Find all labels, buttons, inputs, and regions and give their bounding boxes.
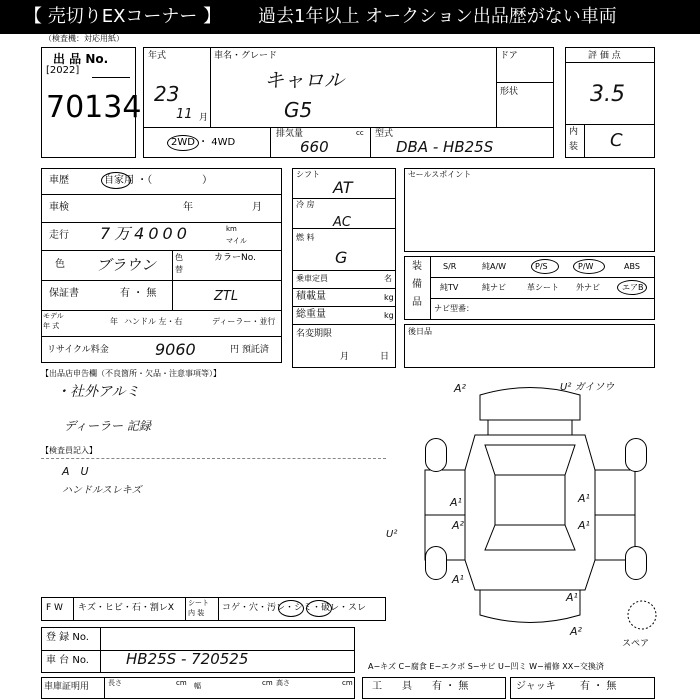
equip-airbag: エアB [622,283,644,292]
sales-points-box [404,168,655,252]
equip-aw: 純A/W [482,262,507,271]
mark-right-door-front: A¹ [578,492,590,505]
equip-ext-navi: 外ナビ [576,283,600,292]
year-value: 23 [154,82,180,106]
mileage-label: 走行 [49,230,69,241]
dealer-label: ディーラー・並行 [212,317,276,326]
navi-model-label: ナビ型番： [434,304,474,313]
equip-leather: 革シート [527,283,559,292]
length-label: 長さ [108,679,122,687]
post-date-box [404,324,655,368]
seat-label-2: 内 装 [188,609,205,617]
equip-tv: 純TV [440,283,459,292]
header-title-right: 過去1年以上 オークション出品歴がない車両 [258,6,617,27]
history-box [41,168,282,363]
interior-value: C [610,130,623,151]
mark-left-side: U² [386,529,398,540]
displacement-unit: cc [356,129,364,137]
car-diagram [380,375,670,640]
drive-options: 2WD ・ 4WD [171,137,236,148]
color-no-value: ZTL [214,289,239,304]
model-value: DBA - HB25S [396,138,494,156]
name-label: 車名・グレード [214,51,278,61]
mark-front-left: A² [454,382,466,395]
recycle-label: リサイクル料金 [47,345,109,355]
wheel-front-left [425,438,447,472]
wheel-front-right [625,438,647,472]
chassis-label: 車 台 No. [46,655,89,666]
warranty-options: 有 ・ 無 [120,288,157,299]
inspector-line2: ハンドルスレキズ [62,485,142,496]
length-unit: cm [176,679,187,687]
equip-ps: P/S [535,262,548,271]
month-unit: 月 [199,113,209,123]
equipment-label-2: 備 [412,279,422,290]
warranty-label: 保証書 [49,288,79,299]
equip-sr: S/R [443,262,457,271]
jack-label: ジャッキ [516,681,556,692]
damage-legend: A−キズ C−腐食 E−エクボ S−サビ U−凹ミ W−補修 XX−交換済 [368,662,604,671]
mile-unit: マイル [226,237,247,245]
equip-navi: 純ナビ [482,283,506,292]
mark-rear-right: A¹ [566,591,578,604]
jack-options: 有 ・ 無 [580,681,617,692]
fuel-label: 燃 料 [296,233,315,242]
year-label: 年式 [148,51,167,61]
gross-unit: kg [384,311,394,320]
shaken-month-unit: 月 [252,202,262,213]
eval-label: 評 価 点 [588,51,621,61]
chassis-value: HB25S - 720525 [126,650,249,668]
lot-label: 出 品 No. [53,52,109,66]
inspector-label: 【検査員記入】 [41,446,97,455]
name-change-month: 月 [340,352,350,362]
garage-cert-label: 車庫証明用 [44,682,90,692]
month-value: 11 [176,107,193,122]
wheel-rear-left [425,546,447,580]
door-label: ドア [500,51,518,61]
reg-label: 登 録 No. [46,632,89,643]
km-unit: km [226,225,237,233]
recycle-value: 9060 [155,340,196,359]
header-title-left: 【 売切りEXコーナー 】 [24,6,222,27]
exhibitor-line2: ディーラー 記録 [64,419,151,433]
capacity-label: 乗車定員 [296,274,328,283]
history-label: 車歴 [49,175,69,186]
lot-year-stamp: [2022] [46,65,80,76]
load-unit: kg [384,293,394,302]
handle-label: ハンドル 左・右 [124,317,183,326]
interior-label-1: 内 [569,127,579,137]
seat-label-1: シート [188,599,209,607]
color-value: ブラウン [96,256,157,274]
fw-options: キズ・ヒビ・石・割レX [78,603,174,613]
shaken-year-unit: 年 [183,202,193,213]
exhibitor-line1: ・社外アルミ [56,384,140,400]
model-year-unit: 年 [110,317,118,326]
shift-label: シフト [296,170,320,179]
spare-label: スペア [622,639,650,649]
equipment-label-3: 品 [412,297,422,308]
wheel-rear-right [625,546,647,580]
displacement-value: 660 [300,138,329,156]
sales-points-label: セールスポイント [408,170,472,179]
model-label: 型式 [375,129,394,139]
name-change-day: 日 [380,352,390,362]
interior-label-2: 装 [569,142,579,152]
tools-options: 有 ・ 無 [432,681,469,692]
eval-value: 3.5 [590,82,625,107]
ac-label: 冷 房 [296,200,315,209]
grade-value: G5 [284,98,313,122]
capacity-unit: 名 [384,274,392,283]
fuel-value: G [335,248,348,267]
mark-rear-left: A¹ [452,573,464,586]
equip-abs: ABS [624,262,640,271]
height-unit: cm [342,679,353,687]
top-note: （検査機：対応用紙） [44,34,124,43]
name-change-label: 名変期限 [296,329,333,339]
width-unit: cm [262,679,273,687]
shape-label: 形状 [500,87,519,97]
mark-left-door-front: A¹ [450,496,462,509]
mark-front-right: U² ガイソウ [560,382,615,393]
header-bar [0,0,700,34]
shift-value: AT [333,178,353,197]
equipment-label-1: 装 [412,261,422,272]
recycle-unit: 円 預託済 [230,345,269,355]
model-year-label-1: モデル [43,312,64,320]
ac-value: AC [333,215,351,230]
equip-pw: P/W [578,262,594,271]
inspector-line1: A U [62,465,89,478]
load-label: 積載量 [296,291,326,302]
color-label: 色 [55,259,65,270]
history-options: 自家用 ・（ ） [104,175,213,186]
name-value: キャロル [264,68,344,92]
mark-rear-bottom: A² [570,625,582,638]
lot-number: 70134 [46,90,142,125]
color-change-label-2: 替 [175,265,183,274]
mark-right-door-rear: A¹ [578,519,590,532]
width-label: 幅 [194,682,201,690]
seat-options: コゲ・穴・汚レ・シミ・破レ・スレ [222,603,367,613]
color-change-label-1: 色 [175,253,183,262]
exhibitor-label: 【出品店申告欄（不良箇所・欠品・注意事項等）】 [41,369,221,378]
mileage-value: 7万4000 [100,224,191,243]
color-no-label: カラーNo. [214,253,256,263]
displacement-label: 排気量 [276,129,304,139]
height-label: 高さ [276,679,290,687]
fw-label: F W [46,603,63,613]
tools-label: 工 具 [372,681,412,692]
post-date-label: 後日品 [408,327,432,336]
shaken-label: 車検 [49,202,69,213]
mark-left-door-rear: A² [452,519,464,532]
model-year-label-2: 年 式 [43,322,60,330]
gross-label: 総重量 [296,309,326,320]
